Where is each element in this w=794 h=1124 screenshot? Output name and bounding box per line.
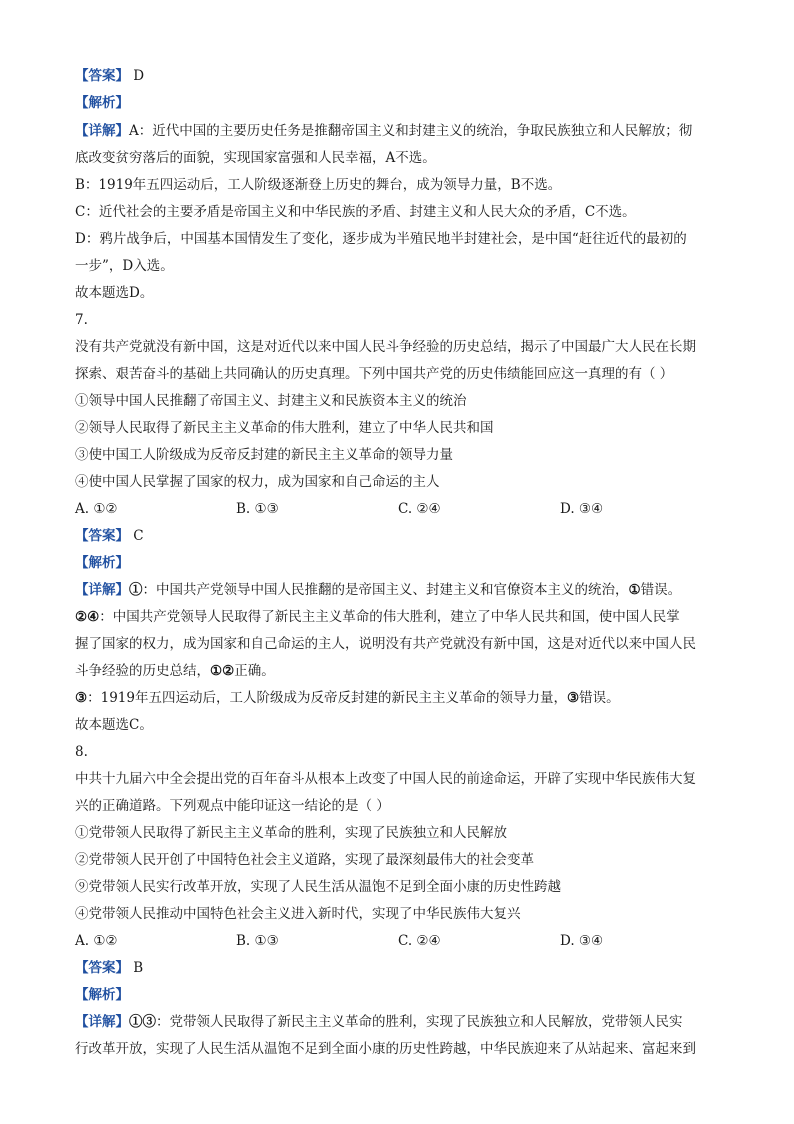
q6-analysis-line bbox=[75, 93, 725, 113]
q7-statement-4: ④使中国人民掌握了国家的权力，成为国家和自己命运的主人 bbox=[75, 474, 440, 490]
q8-option-b: B. ①③ bbox=[236, 933, 279, 949]
q7-detail-line-3: 握了国家的权力，成为国家和自己命运的主人，说明没有共产党就没有新中国，这是对近代以来中国人民 bbox=[75, 636, 696, 652]
detail-tag: 【详解】 bbox=[75, 123, 129, 139]
q8-statement-4: ④党带领人民推动中国特色社会主义进入新时代，实现了中华民族伟大复兴 bbox=[75, 906, 521, 922]
q7-detail-line-1 bbox=[75, 580, 725, 600]
q6-detail-line-6: 一步”，D入选。 bbox=[75, 258, 174, 274]
q7-detail-line-4 bbox=[75, 661, 725, 681]
q7-detail-ref: ① bbox=[129, 582, 143, 598]
q7-detail-verdict: 错误。 bbox=[579, 690, 620, 706]
detail-tag: 【详解】 bbox=[75, 1014, 129, 1030]
q7-statement-3: ③使中国工人阶级成为反帝反封建的新民主主义革命的领导力量 bbox=[75, 447, 453, 463]
q7-option-c: C. ②④ bbox=[398, 501, 441, 517]
q8-statement-1: ①党带领人民取得了新民主主义革命的胜利，实现了民族独立和人民解放 bbox=[75, 825, 507, 841]
q7-detail-ref: ①② bbox=[210, 663, 235, 679]
q7-option-a: A. ①② bbox=[75, 501, 118, 517]
q8-analysis-line bbox=[75, 985, 725, 1005]
q7-detail-verdict: 正确。 bbox=[234, 663, 275, 679]
answer-tag: 【答案】 bbox=[75, 528, 129, 544]
q6-detail-line-3: B：1919年五四运动后，工人阶级逐渐登上历史的舞台，成为领导力量，B不选。 bbox=[75, 177, 562, 193]
analysis-tag: 【解析】 bbox=[75, 555, 129, 571]
q7-stem-line-2: 探索、艰苦奋斗的基础上共同确认的历史真理。下列中国共产党的历史伟绩能回应这一真理的有（ ） bbox=[75, 366, 674, 382]
q8-option-a: A. ①② bbox=[75, 933, 118, 949]
q8-detail-line-1 bbox=[75, 1012, 725, 1032]
q7-detail-text: ：中国共产党领导人民取得了新民主主义革命的伟大胜利，建立了中华人民共和国，使中国人民掌 bbox=[99, 609, 680, 625]
q7-detail-ref: ③ bbox=[566, 690, 580, 706]
q7-detail-line-2 bbox=[75, 607, 725, 627]
q8-option-c: C. ②④ bbox=[398, 933, 441, 949]
q8-detail-ref: ①③ bbox=[129, 1014, 156, 1030]
q7-answer: C bbox=[133, 528, 144, 544]
q8-stem-line-1: 中共十九届六中全会提出党的百年奋斗从根本上改变了中国人民的前途命运，开辟了实现中华民族伟大复 bbox=[75, 771, 696, 787]
q7-option-b: B. ①③ bbox=[236, 501, 279, 517]
q7-statement-1: ①领导中国人民推翻了帝国主义、封建主义和民族资本主义的统治 bbox=[75, 393, 467, 409]
q7-answer-line bbox=[75, 526, 725, 546]
q6-detail-line-5: D：鸦片战争后，中国基本国情发生了变化，逐步成为半殖民地半封建社会，是中国“赶往近代的最初的 bbox=[75, 231, 687, 247]
q7-statement-2: ②领导人民取得了新民主主义革命的伟大胜利，建立了中华人民共和国 bbox=[75, 420, 494, 436]
q8-answer: B bbox=[133, 960, 144, 976]
q7-detail-text: 斗争经验的历史总结， bbox=[75, 663, 210, 679]
q8-detail-text: ：党带领人民取得了新民主主义革命的胜利，实现了民族独立和人民解放，党带领人民实 bbox=[156, 1014, 683, 1030]
q7-detail-text: ：1919年五四运动后，工人阶级成为反帝反封建的新民主主义革命的领导力量， bbox=[87, 690, 567, 706]
q7-conclusion: 故本题选C。 bbox=[75, 717, 153, 733]
analysis-tag: 【解析】 bbox=[75, 95, 129, 111]
q7-option-d: D. ③④ bbox=[560, 501, 604, 517]
q7-detail-ref: ③ bbox=[75, 690, 88, 706]
q6-answer: D bbox=[133, 68, 145, 84]
q7-stem-line-1: 没有共产党就没有新中国，这是对近代以来中国人民斗争经验的历史总结，揭示了中国最广大人民在长期 bbox=[75, 339, 696, 355]
q6-detail-line-1 bbox=[75, 121, 725, 141]
q6-detail-text: A：近代中国的主要历史任务是推翻帝国主义和封建主义的统治，争取民族独立和人民解放；彻 bbox=[129, 123, 693, 139]
q7-number: 7. bbox=[75, 312, 88, 328]
answer-tag: 【答案】 bbox=[75, 960, 129, 976]
q6-answer-line bbox=[75, 66, 725, 86]
q7-detail-verdict: 错误。 bbox=[640, 582, 682, 598]
q8-option-d: D. ③④ bbox=[560, 933, 604, 949]
q8-answer-line bbox=[75, 958, 725, 978]
q7-detail-text: ：中国共产党领导中国人民推翻的是帝国主义、封建主义和官僚资本主义的统治， bbox=[142, 582, 629, 598]
q8-statement-3: ⑨党带领人民实行改革开放，实现了人民生活从温饱不足到全面小康的历史性跨越 bbox=[75, 879, 561, 895]
q6-detail-line-2: 底改变贫穷落后的面貌，实现国家富强和人民幸福，A不选。 bbox=[75, 150, 436, 166]
q7-detail-ref: ① bbox=[628, 582, 641, 598]
q8-detail-line-2: 行改革开放，实现了人民生活从温饱不足到全面小康的历史性跨越，中华民族迎来了从站起来、富起来到 bbox=[75, 1041, 696, 1057]
q7-detail-line-5 bbox=[75, 688, 725, 708]
q7-detail-ref: ②④ bbox=[75, 609, 100, 625]
q7-analysis-line bbox=[75, 553, 725, 573]
q6-conclusion: 故本题选D。 bbox=[75, 285, 154, 301]
q8-number: 8. bbox=[75, 744, 88, 760]
detail-tag: 【详解】 bbox=[75, 582, 129, 598]
analysis-tag: 【解析】 bbox=[75, 987, 129, 1003]
q6-detail-line-4: C：近代社会的主要矛盾是帝国主义和中华民族的矛盾、封建主义和人民大众的矛盾，C不选。 bbox=[75, 204, 636, 220]
q8-stem-line-2: 兴的正确道路。下列观点中能印证这一结论的是（ ） bbox=[75, 798, 390, 814]
q8-statement-2: ②党带领人民开创了中国特色社会主义道路，实现了最深刻最伟大的社会变革 bbox=[75, 852, 534, 868]
answer-tag: 【答案】 bbox=[75, 68, 129, 84]
